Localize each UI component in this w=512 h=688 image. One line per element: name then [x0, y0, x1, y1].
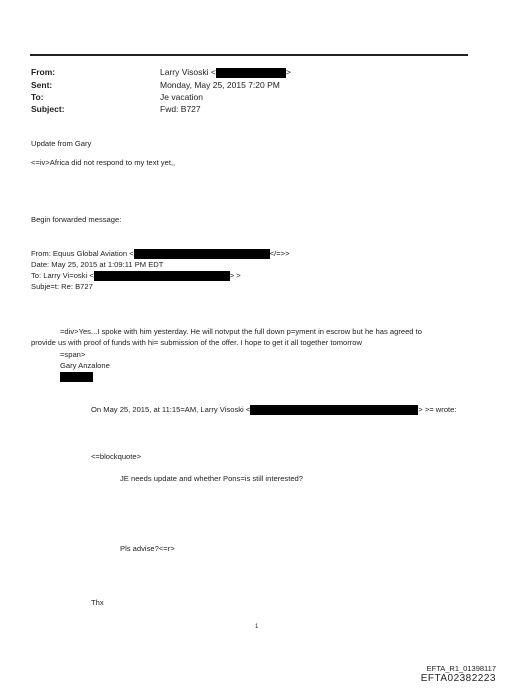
sent-value: Monday, May 25, 2015 7:20 PM	[160, 80, 280, 90]
quote-line-2: Pls advise?<=r>	[120, 544, 175, 553]
para-line-1: =div>Yes...I spoke with him yesterday. He will notvput the full down p=yment in escrow but he has agreed to	[60, 327, 422, 336]
fwd-to-text: To: Larry Vi=oski <	[31, 271, 94, 280]
subject-label: Subject:	[31, 104, 65, 114]
fwd-date: Date: May 25, 2015 at 1:09:11 PM EDT	[31, 260, 164, 269]
begin-forwarded: Begin forwarded message:	[31, 215, 122, 224]
para-line-2: provide us with proof of funds with hi= submission of the offer. I hope to get it all together tomorrow	[31, 338, 363, 347]
sent-label: Sent:	[31, 80, 53, 90]
from-value	[160, 67, 291, 78]
footer-ref-2: EFTA02382223	[420, 673, 496, 684]
thx: Thx	[91, 598, 104, 607]
fwd-to-end: > >	[229, 271, 241, 280]
redaction-block	[216, 68, 286, 78]
redaction-block	[250, 405, 418, 415]
fwd-from	[31, 249, 290, 259]
subject-value: Fwd: B727	[160, 104, 201, 114]
redaction-block	[94, 271, 230, 281]
from-label: From:	[31, 67, 56, 77]
from-end: >	[285, 67, 291, 77]
quote-intro	[91, 405, 456, 415]
redaction-block	[134, 249, 270, 259]
footer-ref-1: EFTA_R1_01398117	[426, 664, 496, 673]
body-line-2: <=iv>Africa did not respond to my text yet,,	[31, 158, 176, 167]
from-name: Larry Visoski <	[160, 67, 216, 77]
to-value: Je vacation	[160, 92, 203, 102]
quote-line-1: JE needs update and whether Pons=is still interested?	[120, 474, 303, 483]
page-number: 1	[255, 624, 259, 630]
blockquote-tag: <=blockquote>	[91, 452, 142, 461]
span-tag: =span>	[60, 350, 86, 359]
fwd-from-text: From: Equus Global Aviation <	[31, 249, 134, 258]
body-line-1: Update from Gary	[31, 139, 92, 148]
signer-name: Gary Anzalone	[60, 361, 110, 370]
redaction-block	[60, 372, 93, 382]
header-rule	[30, 54, 468, 56]
fwd-subject: Subje=t: Re: B727	[31, 282, 93, 291]
quote-intro-end: > >= wrote:	[418, 405, 457, 414]
fwd-from-end: </=>>	[269, 249, 290, 258]
to-label: To:	[31, 92, 44, 102]
quote-intro-text: On May 25, 2015, at 11:15=AM, Larry Visoski <	[91, 405, 251, 414]
fwd-to	[31, 271, 241, 281]
